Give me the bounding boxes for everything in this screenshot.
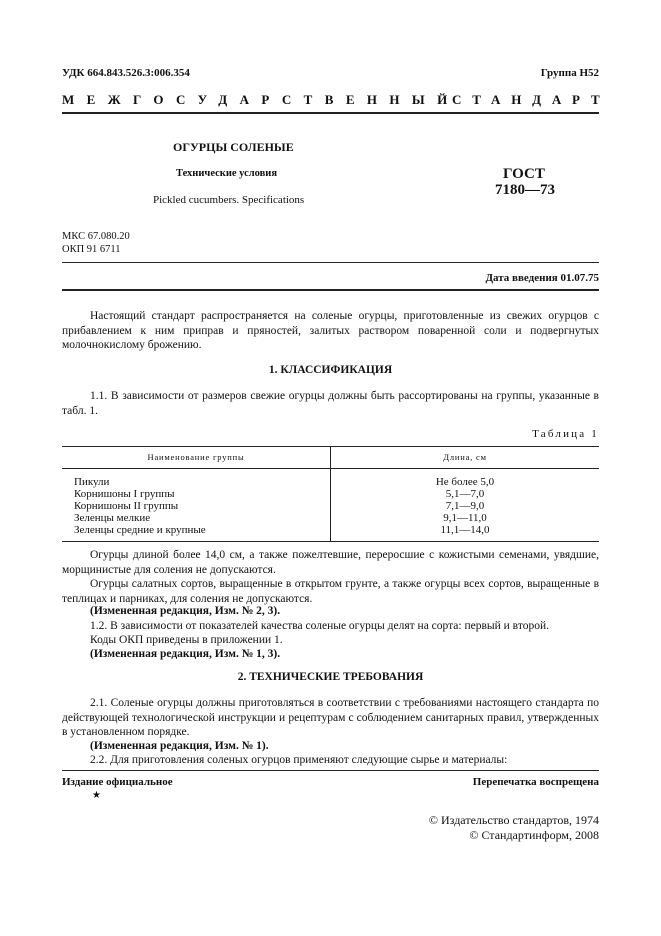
- table-row-5-length: 11,1—14,0: [440, 524, 490, 536]
- codes-divider: [62, 262, 599, 263]
- table-header-length: Длина, см: [443, 452, 487, 462]
- footer-divider: [62, 770, 599, 771]
- intro-paragraph: Настоящий стандарт распространяется на соленые огурцы, приготовленные из свежих огурцов с прибавлением к ним приправ и пряностей, залитых раствором поваренной соли и подвергнутых молочнокислому брожению.: [62, 310, 599, 352]
- table-row-4-length: 9,1—11,0: [443, 512, 487, 524]
- table-bottom-border: [62, 541, 599, 542]
- table-row-1-length: Не более 5,0: [435, 476, 495, 488]
- table-caption: Таблица 1: [532, 428, 599, 440]
- standard-type-word1: МЕЖГОСУДАРСТВЕННЫЙ: [62, 92, 460, 107]
- table-row-2-name: Корнишоны I группы: [74, 488, 175, 500]
- table-row-2-length: 5,1—7,0: [445, 488, 485, 500]
- table-row-1-name: Пикули: [74, 476, 110, 488]
- udk-code: УДК 664.843.526.3:006.354: [62, 67, 190, 79]
- document-subtitle: Технические условия: [176, 168, 278, 179]
- intro-date-value: 01.07.75: [560, 272, 599, 284]
- intro-divider: [62, 289, 599, 291]
- table-row-3-length: 7,1—9,0: [445, 500, 485, 512]
- copyright-1974: © Издательство стандартов, 1974: [428, 813, 599, 827]
- paragraph-2-1: 2.1. Соленые огурцы должны приготовляться в соответствии с требованиями настоящего стандарта по действующей технологической инструкции и рецептурам с соблюдением санитарных правил, утвержденных в установленном порядке.: [62, 697, 599, 739]
- section1-heading: 1. КЛАССИФИКАЦИЯ: [268, 364, 393, 376]
- table-header-name: Наименование группы: [147, 452, 245, 462]
- document-title-english: Pickled cucumbers. Specifications: [153, 194, 305, 206]
- gost-number: 7180—73: [495, 182, 555, 198]
- paragraph-okp-codes: Коды ОКП приведены в приложении 1.: [90, 634, 283, 646]
- paragraph-salad-varieties: Огурцы салатных сортов, выращенные в открытом грунте, а также огурцы всех сортов, выращенные в теплицах и парниках, для соления не допускаются.: [62, 578, 599, 605]
- amendment-note-3: (Измененная редакция, Изм. № 1).: [90, 740, 269, 752]
- star-icon: ★: [92, 790, 101, 801]
- okp-code: ОКП 91 6711: [62, 244, 121, 255]
- table-row-5-name: Зеленцы средние и крупные: [74, 524, 206, 536]
- intro-date-label: Дата введения: [485, 272, 558, 284]
- header-divider: [62, 112, 599, 114]
- paragraph-1-2: 1.2. В зависимости от показателей качества соленые огурцы делят на сорта: первый и второй.: [90, 620, 549, 632]
- gost-label: ГОСТ: [503, 166, 545, 182]
- paragraph-rejected-sizes: Огурцы длиной более 14,0 см, а также пожелтевшие, переросшие с кожистыми семенами, увядшие, морщинистые для соления не допускаются.: [62, 549, 599, 576]
- paragraph-2-2: 2.2. Для приготовления соленых огурцов применяют следующие сырье и материалы:: [90, 754, 508, 766]
- section2-heading: 2. ТЕХНИЧЕСКИЕ ТРЕБОВАНИЯ: [237, 671, 424, 683]
- amendment-note-1: (Измененная редакция, Изм. № 2, 3).: [90, 605, 281, 617]
- intro-date: [485, 272, 599, 284]
- group-code: Группа Н52: [540, 67, 599, 79]
- mks-code: МКС 67.080.20: [62, 231, 130, 242]
- table-row-4-name: Зеленцы мелкие: [74, 512, 151, 524]
- reprint-prohibited-label: Перепечатка воспрещена: [472, 776, 599, 788]
- standard-type-word2: СТАНДАРТ: [452, 92, 611, 107]
- document-title: ОГУРЦЫ СОЛЕНЫЕ: [173, 140, 294, 154]
- table-row-3-name: Корнишоны II группы: [74, 500, 179, 512]
- official-edition-label: Издание официальное: [62, 776, 173, 788]
- amendment-note-2: (Измененная редакция, Изм. № 1, 3).: [90, 648, 281, 660]
- copyright-2008: © Стандартинформ, 2008: [469, 828, 599, 842]
- section1-paragraph: 1.1. В зависимости от размеров свежие огурцы должны быть рассортированы на группы, указанные в табл. 1.: [62, 390, 599, 417]
